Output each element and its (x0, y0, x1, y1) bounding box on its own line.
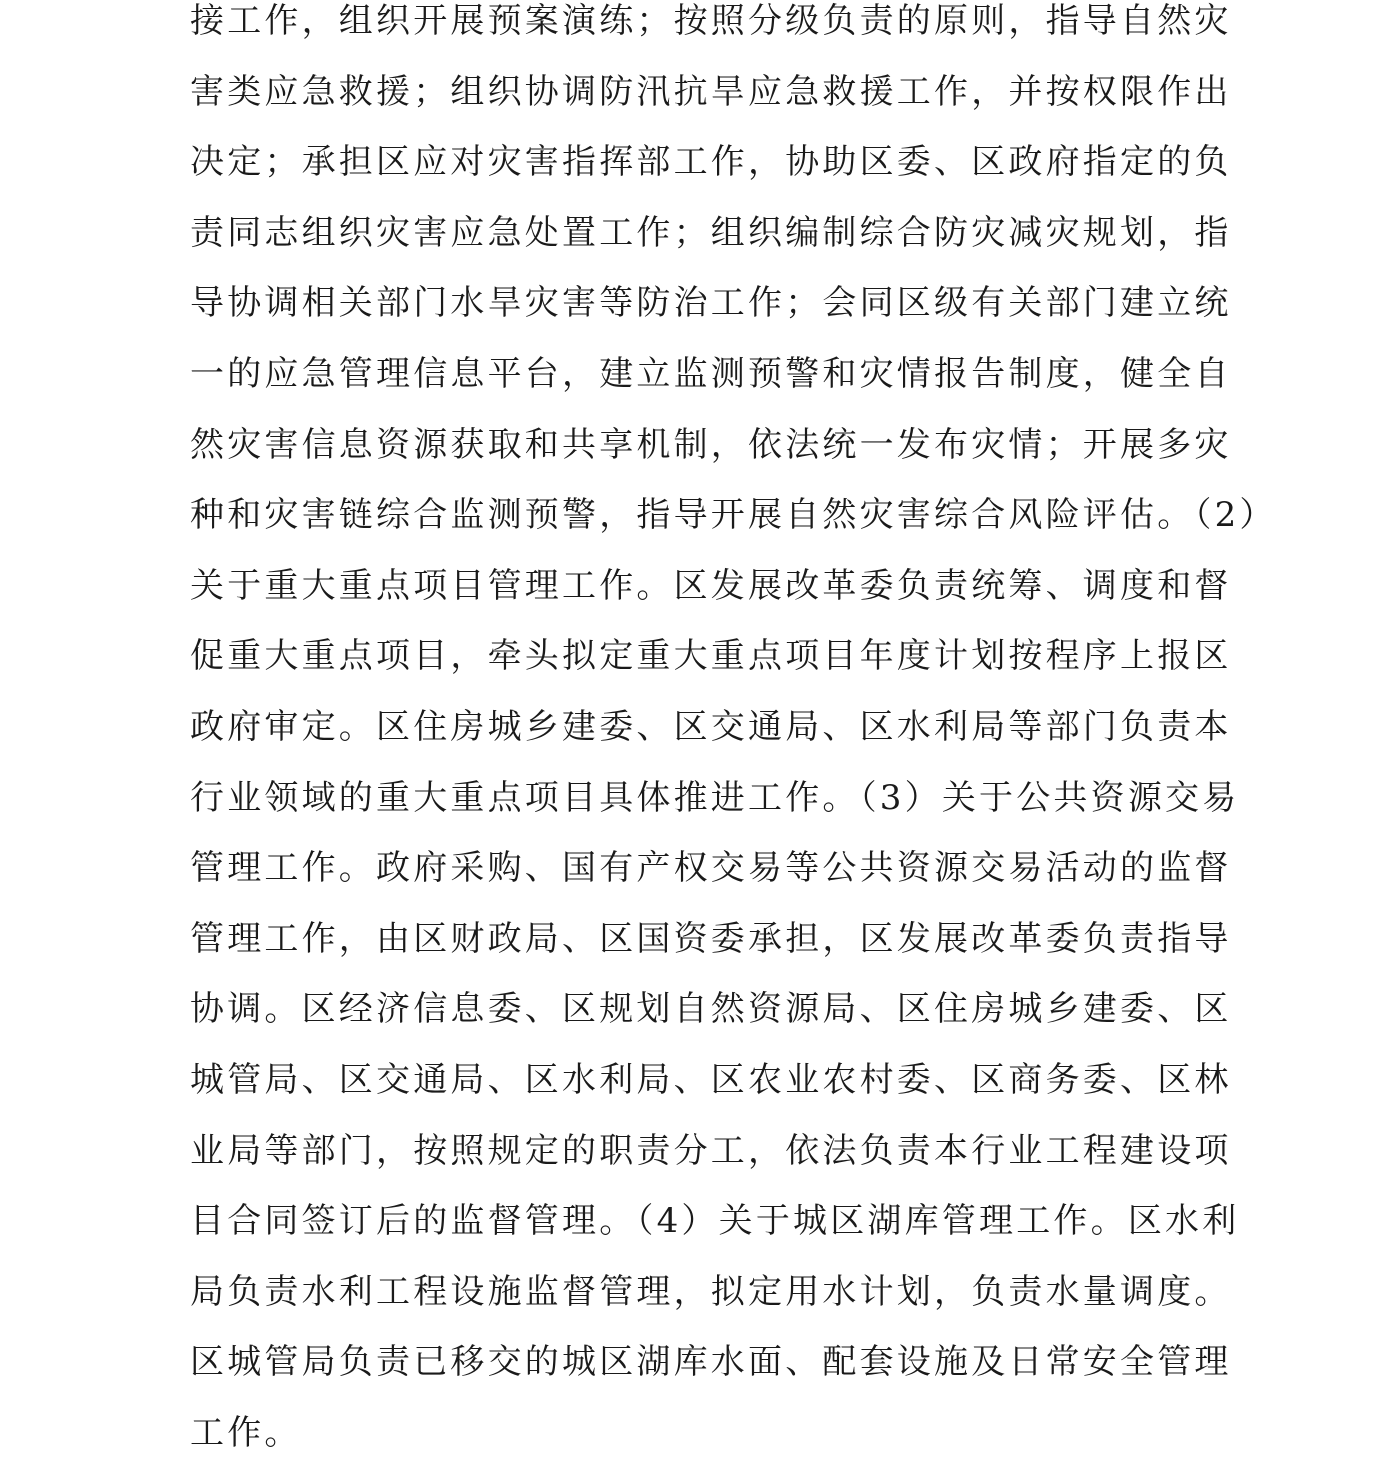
text-line: 决定；承担区应对灾害指挥部工作，协助区委、区政府指定的负 (190, 142, 1232, 183)
text-line: 业局等部门，按照规定的职责分工，依法负责本行业工程建设项 (190, 1130, 1232, 1171)
text-line: 行业领域的重大重点项目具体推进工作。（3）关于公共资源交易 (190, 777, 1240, 818)
text-line: 接工作，组织开展预案演练；按照分级负责的原则，指导自然灾 (190, 1, 1232, 41)
text-line: 然灾害信息资源获取和共享机制，依法统一发布灾情；开展多灾 (190, 424, 1232, 465)
text-line: 区城管局负责已移交的城区湖库水面、配套设施及日常安全管理 (190, 1342, 1232, 1383)
text-line: 城管局、区交通局、区水利局、区农业农村委、区商务委、区林 (190, 1059, 1232, 1100)
text-line: 害类应急救援；组织协调防汛抗旱应急救援工作，并按权限作出 (190, 71, 1232, 112)
text-line: 工作。 (190, 1412, 302, 1453)
text-line: 促重大重点项目，牵头拟定重大重点项目年度计划按程序上报区 (190, 636, 1232, 677)
text-line: 管理工作，由区财政局、区国资委承担，区发展改革委负责指导 (190, 918, 1232, 959)
text-line: 协调。区经济信息委、区规划自然资源局、区住房城乡建委、区 (190, 989, 1232, 1030)
text-line: 关于重大重点项目管理工作。区发展改革委负责统筹、调度和督 (190, 565, 1232, 606)
text-line: 管理工作。政府采购、国有产权交易等公共资源交易活动的监督 (190, 848, 1232, 889)
text-line: 一的应急管理信息平台，建立监测预警和灾情报告制度，健全自 (190, 353, 1232, 394)
text-line: 目合同签订后的监督管理。（4）关于城区湖库管理工作。区水利 (190, 1201, 1240, 1242)
text-line: 责同志组织灾害应急处置工作；组织编制综合防灾减灾规划，指 (190, 212, 1232, 253)
text-line: 局负责水利工程设施监督管理，拟定用水计划，负责水量调度。 (190, 1271, 1232, 1312)
text-line: 政府审定。区住房城乡建委、区交通局、区水利局等部门负责本 (190, 706, 1232, 747)
body-text (190, 0, 1277, 1468)
text-line: 导协调相关部门水旱灾害等防治工作；会同区级有关部门建立统 (190, 283, 1232, 324)
text-line: 种和灾害链综合监测预警，指导开展自然灾害综合风险评估。（2） (190, 495, 1277, 536)
